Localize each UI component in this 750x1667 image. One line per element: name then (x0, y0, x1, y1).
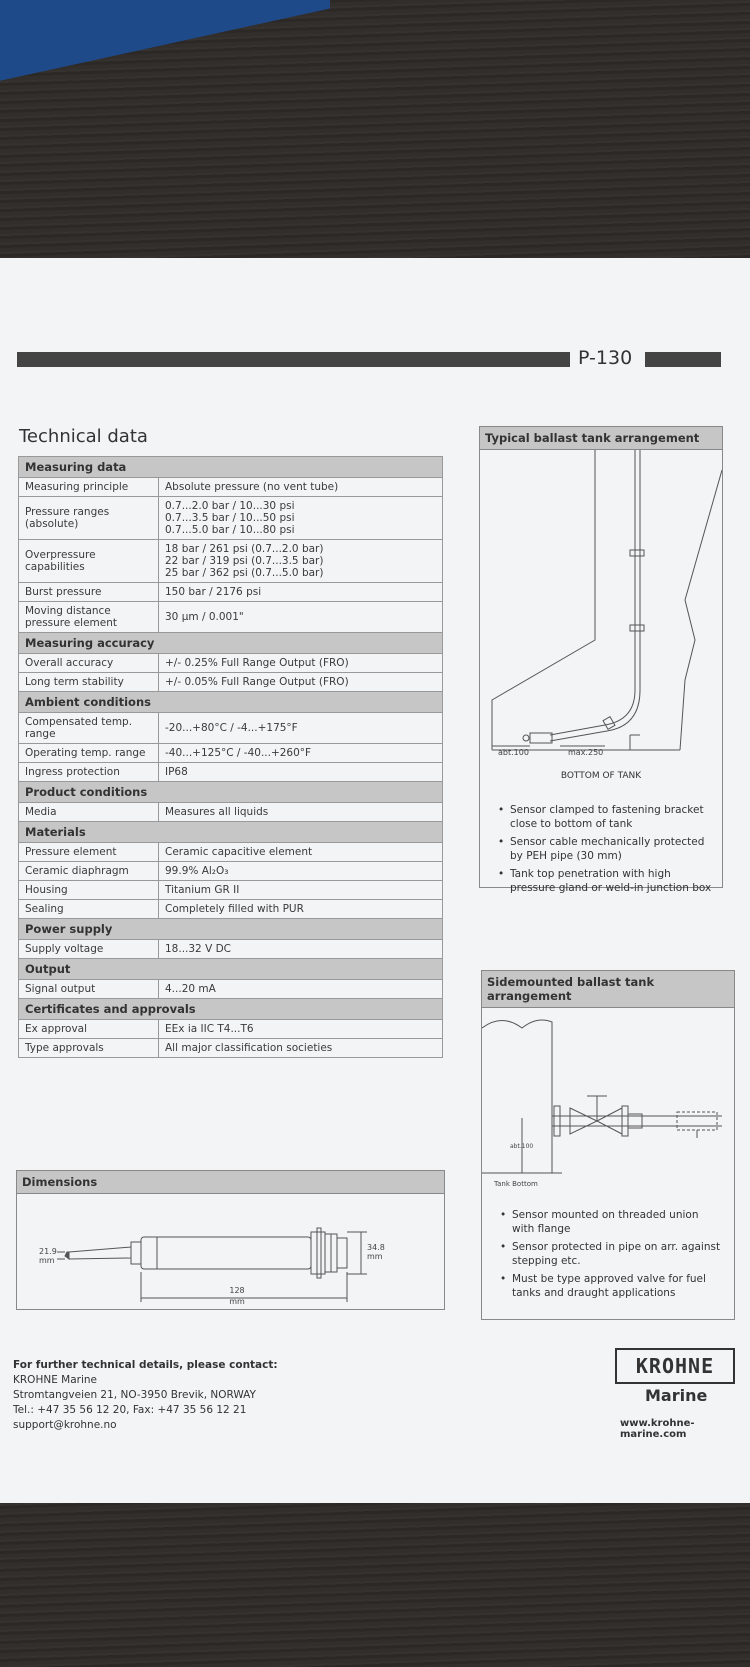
spec-value-line: EEx ia IIC T4...T6 (165, 1023, 254, 1035)
section-header: Measuring data (19, 457, 443, 478)
spec-label: Operating temp. range (19, 744, 159, 763)
side-abt-label: abt.100 (510, 1143, 534, 1150)
spec-value-line: 22 bar / 319 psi (0.7...3.5 bar) (165, 555, 324, 567)
dia-value: 21.9 (39, 1247, 57, 1256)
list-item: • Must be type approved valve for fuel tanks and draught applications (498, 1272, 722, 1300)
spec-value-line: Measures all liquids (165, 806, 269, 818)
typical-arrangement-title: Typical ballast tank arrangement (480, 427, 722, 450)
list-item: • Tank top penetration with high pressure gland or weld-in junction box (496, 867, 712, 895)
spec-value-line: 4...20 mA (165, 983, 216, 995)
spec-value (159, 478, 443, 497)
dia-unit: mm (39, 1256, 55, 1265)
header-bar-left (17, 352, 570, 367)
spec-label: Overall accuracy (19, 654, 159, 673)
krohne-logo: KROHNE (615, 1348, 735, 1384)
section-header: Power supply (19, 919, 443, 940)
table-row (19, 478, 443, 497)
spec-value-line: 0.7...2.0 bar / 10...30 psi (165, 500, 295, 512)
typical-abt-label: abt.100 (498, 748, 529, 757)
spec-value (159, 803, 443, 822)
spec-value-line: +/- 0.25% Full Range Output (FRO) (165, 657, 349, 669)
spec-label: Signal output (19, 980, 159, 999)
spec-label: Type approvals (19, 1039, 159, 1058)
table-row (19, 540, 443, 583)
spec-value-line: 99.9% Al₂O₃ (165, 865, 229, 877)
table-row (19, 862, 443, 881)
spec-value-line: Titanium GR II (165, 884, 240, 896)
dimensions-panel (16, 1170, 445, 1310)
table-row (19, 497, 443, 540)
spec-value-line: 150 bar / 2176 psi (165, 586, 262, 598)
spec-value-line: Completely filled with PUR (165, 903, 304, 915)
spec-label: Burst pressure (19, 583, 159, 602)
section-header: Ambient conditions (19, 692, 443, 713)
length-unit: mm (229, 1297, 245, 1304)
list-item: • Sensor protected in pipe on arr. against stepping etc. (498, 1240, 722, 1268)
spec-label: Media (19, 803, 159, 822)
spec-value (159, 583, 443, 602)
table-row (19, 713, 443, 744)
spec-value-line: 25 bar / 362 psi (0.7...5.0 bar) (165, 567, 324, 579)
table-row (19, 803, 443, 822)
spec-value-line: Absolute pressure (no vent tube) (165, 481, 339, 493)
spec-value (159, 540, 443, 583)
length-value: 128 (229, 1286, 245, 1295)
table-row (19, 843, 443, 862)
section-header: Product conditions (19, 782, 443, 803)
contact-line: KROHNE Marine (13, 1374, 98, 1386)
spec-value-line: 30 μm / 0.001" (165, 611, 244, 623)
spec-value-line: -20...+80°C / -4...+175°F (165, 722, 298, 734)
table-row (19, 1039, 443, 1058)
table-row (19, 654, 443, 673)
dimensions-title: Dimensions (17, 1171, 444, 1194)
table-row (19, 744, 443, 763)
spec-value (159, 497, 443, 540)
sensor-dimension-drawing (17, 1194, 444, 1304)
spec-value (159, 602, 443, 633)
table-row (19, 980, 443, 999)
contact-block (13, 1358, 278, 1433)
spec-value (159, 940, 443, 959)
spec-label: Sealing (19, 900, 159, 919)
datasheet-page (0, 258, 750, 1503)
list-item: • Sensor mounted on threaded union with flange (498, 1208, 722, 1236)
spec-label: Compensated temp. range (19, 713, 159, 744)
list-item: • Sensor cable mechanically protected by PEH pipe (30 mm) (496, 835, 712, 863)
sidemounted-arrangement-title: Sidemounted ballast tank arrangement (482, 971, 734, 1008)
section-header: Output (19, 959, 443, 980)
spec-label: Ingress protection (19, 763, 159, 782)
spec-label: Measuring principle (19, 478, 159, 497)
contact-email[interactable]: support@krohne.no (13, 1419, 117, 1431)
spec-value (159, 744, 443, 763)
typical-arrangement-panel (479, 426, 723, 894)
height-value: 34.8 (367, 1243, 385, 1252)
list-item: • Sensor clamped to fastening bracket close to bottom of tank (496, 803, 712, 831)
typical-arrangement-drawing (480, 450, 722, 770)
spec-label: Ceramic diaphragm (19, 862, 159, 881)
table-row (19, 900, 443, 919)
typical-max-label: max.250 (568, 748, 604, 757)
spec-label: Supply voltage (19, 940, 159, 959)
spec-value-line: 0.7...3.5 bar / 10...50 psi (165, 512, 295, 524)
spec-value-line: -40...+125°C / -40...+260°F (165, 747, 312, 759)
spec-value (159, 843, 443, 862)
spec-value (159, 673, 443, 692)
spec-label: Long term stability (19, 673, 159, 692)
header-bar-right (645, 352, 721, 367)
height-unit: mm (367, 1252, 383, 1261)
contact-line: Tel.: +47 35 56 12 20, Fax: +47 35 56 12 21 (13, 1404, 247, 1416)
background-object (0, 0, 330, 85)
sidemounted-arrangement-drawing (482, 1008, 734, 1190)
side-bottom-label: Tank Bottom (494, 1180, 538, 1188)
technical-data-table (18, 456, 443, 1058)
spec-label: Moving distance pressure element (19, 602, 159, 633)
spec-value (159, 1039, 443, 1058)
spec-value (159, 980, 443, 999)
side-bullets (482, 1194, 734, 1300)
section-header: Certificates and approvals (19, 999, 443, 1020)
table-row (19, 673, 443, 692)
table-row (19, 602, 443, 633)
spec-value-line: IP68 (165, 766, 188, 778)
product-code: P-130 (578, 347, 633, 369)
spec-value (159, 763, 443, 782)
typical-bullets (480, 803, 722, 895)
spec-label: Overpressure capabilities (19, 540, 159, 583)
logo-subtitle: Marine (645, 1386, 708, 1405)
spec-value (159, 900, 443, 919)
spec-value (159, 1020, 443, 1039)
spec-value (159, 862, 443, 881)
spec-label: Pressure element (19, 843, 159, 862)
page-title: Technical data (19, 426, 148, 447)
table-row (19, 940, 443, 959)
website-link[interactable]: www.krohne-marine.com (620, 1418, 695, 1440)
spec-label: Pressure ranges (absolute) (19, 497, 159, 540)
section-header: Measuring accuracy (19, 633, 443, 654)
spec-value-line: 18...32 V DC (165, 943, 232, 955)
sidemounted-arrangement-panel (481, 970, 735, 1320)
contact-heading: For further technical details, please contact: (13, 1359, 278, 1371)
spec-label: Ex approval (19, 1020, 159, 1039)
spec-value-line: +/- 0.05% Full Range Output (FRO) (165, 676, 349, 688)
spec-value (159, 654, 443, 673)
spec-label: Housing (19, 881, 159, 900)
table-row (19, 1020, 443, 1039)
spec-value-line: 18 bar / 261 psi (0.7...2.0 bar) (165, 543, 324, 555)
spec-value (159, 713, 443, 744)
table-row (19, 881, 443, 900)
table-row (19, 583, 443, 602)
spec-value-line: Ceramic capacitive element (165, 846, 313, 858)
section-header: Materials (19, 822, 443, 843)
spec-value-line: 0.7...5.0 bar / 10...80 psi (165, 524, 295, 536)
typical-bottom-label: BOTTOM OF TANK (560, 771, 642, 781)
spec-value (159, 881, 443, 900)
contact-line: Stromtangveien 21, NO-3950 Brevik, NORWAY (13, 1389, 256, 1401)
spec-value-line: All major classification societies (165, 1042, 333, 1054)
table-row (19, 763, 443, 782)
